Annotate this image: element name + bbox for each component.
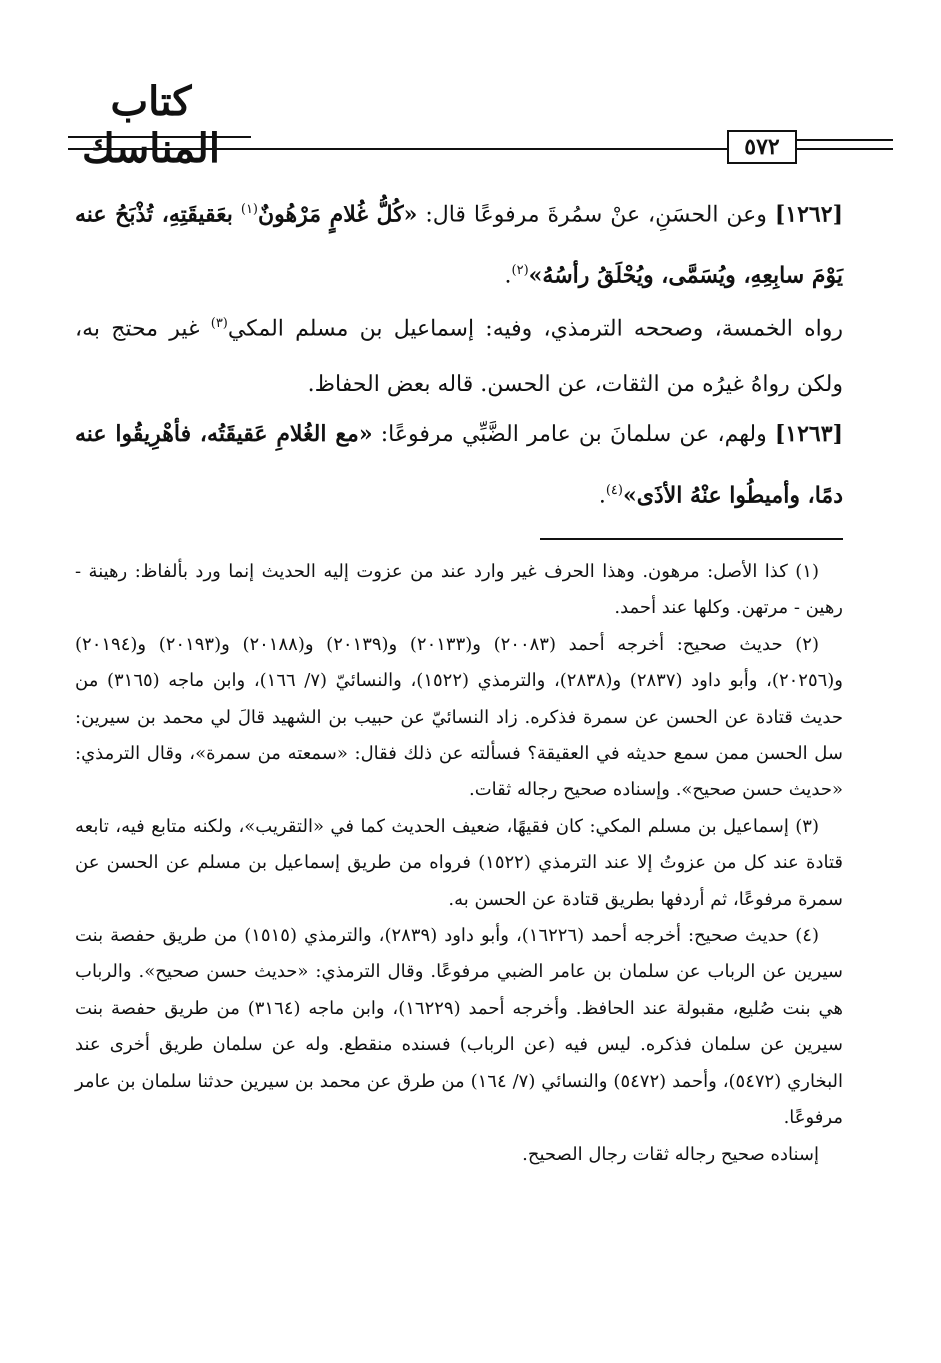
hadith-number: [١٢٦٢] [774, 201, 843, 228]
footnote-ref: (٤) [605, 483, 623, 498]
hadith-text: «كُلُّ غُلامٍ مَرْهُونٌ [258, 201, 418, 228]
footnote-ref: (٢) [511, 263, 529, 279]
page-number: ٥٧٢ [727, 130, 797, 164]
footnote-4: (٤) حديث صحيح: أخرجه أحمد (١٦٢٢٦)، وأبو داود (٢٨٣٩)، والترمذي (١٥١٥) من طريق حفصة بنت سيرين عن الرباب عن سلمان بن عامر الضبي مرفوعًا. وقال الترمذي: «حديث حسن صحيح». والرباب هي بنت صُليع، مقبولة عند الحافظ. وأخرجه أحمد (١٦٢٢٩)، وابن ماجه (٣١٦٤) من طريق حفصة بنت سيرين عن سلمان فذكره. ليس فيه (عن الرباب) فسنده منقطع. وله عن سلمان طريق أخرى عند البخاري (٥٤٧٢)، وأحمد (٥٤٧٢) والنسائي (٧/ ١٦٤) من طرق عن محمد بن سيرين حدثنا سلمان بن عامر مرفوعًا. [75, 925, 844, 1129]
hadith-text: «مع الغُلامِ عَقيقَتُه، فأهْرِيقُوا عنه دمًا، وأميطُوا عنْهُ الأذَى» [75, 421, 843, 509]
commentary-text-continued: غير محتج به، ولكن رواهُ غيرُه من الثقات، عن الحسن. قاله بعض الحفاظ. [75, 316, 843, 398]
hadith-intro: وعن الحسَنِ، عنْ سمُرةَ مرفوعًا قال: [425, 202, 767, 228]
hadith-number: [١٢٦٣] [774, 421, 843, 447]
footnote-3: (٣) إسماعيل بن مسلم المكي: كان فقيهًا، ضعيف الحديث كما في «التقريب»، ولكنه متابع فيه، تابعه قتادة عند كل من عزوتُ إلا عند الترمذي (١٥٢٢) فرواه من طريق إسماعيل بن مسلم عن الحسن عن سمرة مرفوعًا، ثم أردفها بطريق قتادة عن الحسن به. [75, 815, 843, 910]
footnote-2: (٢) حديث صحيح: أخرجه أحمد (٢٠٠٨٣) و(٢٠١٣٣) و(٢٠١٣٩) و(٢٠١٨٨) و(٢٠١٩٣) و(٢٠١٩٤) و(٢٠٢٥٦)، وأبو داود (٢٨٣٧) و(٢٨٣٨)، والترمذي (١٥٢٢)، والنسائيّ (٧/ ١٦٦)، وابن ماجه (٣١٦٥) من حديث قتادة عن الحسن عن سمرة فذكره. زاد النسائيّ عن حبيب بن الشهيد قالَ لي محمد بن سيرين: سل الحسن ممن سمع حديثه في العقيقة؟ فسألته عن ذلك فقال: «سمعته من سمرة»، وقال الترمذي: «حديث حسن صحيح». وإسناده صحيح رجاله ثقات. [75, 633, 843, 801]
header-rule-right [795, 139, 893, 141]
footnote-1: (١) كذا الأصل: مرهون. وهذا الحرف غير وارد عند من عزوت إليه الحديث إنما ورد بألفاظ: رهينة - رهين - مرتهن. وكلها عند أحمد. [75, 561, 843, 619]
footnote-separator [540, 538, 843, 540]
footnotes [75, 554, 843, 1173]
footnote-4-conclusion: إسناده صحيح رجاله ثقات رجال الصحيح. [522, 1143, 819, 1165]
running-header-title: كتاب المناسك [82, 78, 220, 172]
commentary-text: رواه الخمسة، وصححه الترمذي، وفيه: إسماعيل بن مسلم المكي [227, 316, 843, 342]
hadith-end: . [504, 263, 512, 289]
hadith-text-continued: بعَقيقَتِهِ، تُذْبَحُ عنه يَوْمَ سابِعِهِ، ويُسَمَّى، ويُحْلَقُ رأسُهُ» [75, 201, 843, 289]
hadith-intro: ولهم، عن سلمانَ بن عامر الضَّبِّي مرفوعًا: [380, 422, 767, 447]
footnote-ref: (١) [240, 202, 258, 217]
hadith-1263 [75, 406, 843, 524]
header-rule-left [68, 136, 251, 138]
hadith-end: . [598, 483, 606, 509]
footnote-ref: (٣) [210, 316, 228, 331]
commentary-paragraph [75, 296, 843, 413]
hadith-1262 [75, 182, 843, 305]
